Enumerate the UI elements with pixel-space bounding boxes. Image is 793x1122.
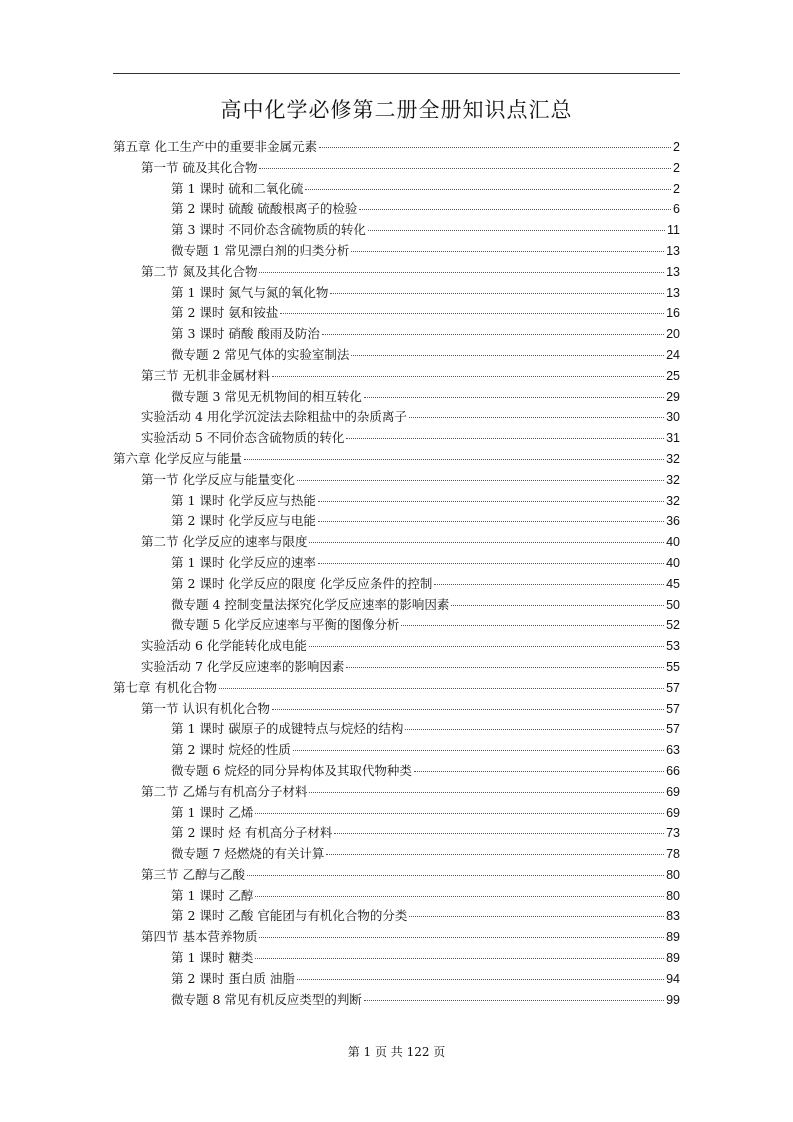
toc-entry-page: 69 bbox=[666, 805, 680, 820]
dot-leader bbox=[297, 967, 664, 980]
toc-entry-label: 微专题 6 烷烃的同分异构体及其取代物种类 bbox=[171, 762, 412, 778]
toc-entry[interactable] bbox=[113, 719, 680, 740]
toc-entry[interactable] bbox=[113, 740, 680, 761]
toc-entry[interactable] bbox=[113, 595, 680, 616]
toc-entry[interactable] bbox=[113, 407, 680, 428]
toc-entry-label: 第 2 课时 化学反应与电能 bbox=[171, 513, 316, 529]
dot-leader bbox=[259, 156, 671, 169]
toc-entry[interactable] bbox=[113, 449, 680, 470]
toc-entry-label: 第三节 无机非金属材料 bbox=[141, 367, 270, 383]
toc-entry-page: 2 bbox=[673, 160, 680, 175]
toc-entry[interactable] bbox=[113, 366, 680, 387]
document-title: 高中化学必修第二册全册知识点汇总 bbox=[220, 98, 573, 122]
toc-entry[interactable] bbox=[113, 948, 680, 969]
toc-entry-page: 53 bbox=[666, 639, 680, 654]
toc-entry-label: 微专题 7 烃燃烧的有关计算 bbox=[171, 846, 325, 862]
toc-entry-page: 55 bbox=[666, 659, 680, 674]
toc-entry-label: 第 2 课时 乙酸 官能团与有机化合物的分类 bbox=[171, 908, 408, 924]
dot-leader bbox=[451, 593, 664, 606]
toc-entry-label: 第 1 课时 化学反应与热能 bbox=[171, 492, 316, 508]
dot-leader bbox=[351, 343, 664, 356]
toc-entry-page: 57 bbox=[666, 680, 680, 695]
toc-entry-label: 第 2 课时 烃 有机高分子材料 bbox=[171, 825, 333, 841]
toc-entry[interactable] bbox=[113, 865, 680, 886]
toc-entry-page: 16 bbox=[666, 306, 680, 321]
toc-entry-page: 52 bbox=[666, 618, 680, 633]
toc-entry-page: 2 bbox=[673, 140, 680, 154]
toc-entry-label: 第 1 课时 乙烯 bbox=[171, 804, 254, 820]
page-footer: 第 1 页 共 122 页 bbox=[347, 1045, 446, 1059]
toc-entry-label: 第六章 化学反应与能量 bbox=[113, 450, 242, 466]
dot-leader bbox=[309, 530, 664, 543]
dot-leader bbox=[414, 759, 664, 772]
dot-leader bbox=[405, 717, 664, 730]
toc-entry-label: 第 1 课时 碳原子的成键特点与烷烃的结构 bbox=[171, 721, 404, 737]
toc-entry-page: 13 bbox=[666, 264, 680, 279]
toc-entry-label: 第七章 有机化合物 bbox=[113, 679, 217, 695]
dot-leader bbox=[401, 613, 664, 626]
dot-leader bbox=[330, 281, 664, 294]
toc-entry-page: 83 bbox=[666, 909, 680, 924]
dot-leader bbox=[255, 801, 664, 814]
toc-entry-page: 40 bbox=[666, 535, 680, 550]
dot-leader bbox=[346, 426, 664, 439]
dot-leader bbox=[359, 197, 671, 210]
toc-entry-label: 第二节 化学反应的速率与限度 bbox=[141, 534, 308, 550]
toc-entry-page: 66 bbox=[666, 763, 680, 778]
toc-entry-page: 6 bbox=[673, 202, 680, 217]
toc-entry-label: 第 2 课时 蛋白质 油脂 bbox=[171, 970, 295, 986]
toc-entry-label: 第四节 基本营养物质 bbox=[141, 929, 258, 945]
dot-leader bbox=[219, 676, 664, 689]
toc-entry[interactable] bbox=[113, 324, 680, 345]
toc-entry-label: 第二节 氮及其化合物 bbox=[141, 263, 258, 279]
toc-entry-page: 99 bbox=[666, 992, 680, 1007]
toc-entry-page: 32 bbox=[666, 493, 680, 508]
toc-entry-page: 31 bbox=[666, 431, 680, 446]
dot-leader bbox=[247, 863, 664, 876]
dot-leader bbox=[244, 447, 664, 460]
dot-leader bbox=[259, 925, 664, 938]
toc-entry-page: 25 bbox=[666, 368, 680, 383]
table-of-contents bbox=[113, 137, 680, 1010]
dot-leader bbox=[434, 572, 664, 585]
toc-entry-page: 29 bbox=[666, 389, 680, 404]
toc-entry[interactable] bbox=[113, 345, 680, 366]
toc-entry-page: 57 bbox=[666, 701, 680, 716]
toc-entry[interactable] bbox=[113, 470, 680, 491]
toc-entry-label: 第五章 化工生产中的重要非金属元素 bbox=[113, 139, 317, 154]
toc-entry[interactable] bbox=[113, 158, 680, 179]
dot-leader bbox=[409, 405, 664, 418]
toc-entry-page: 45 bbox=[666, 576, 680, 591]
toc-entry-label: 微专题 2 常见气体的实验室制法 bbox=[171, 346, 350, 362]
toc-entry-page: 32 bbox=[666, 451, 680, 466]
toc-entry-page: 89 bbox=[666, 930, 680, 945]
toc-entry-label: 第 3 课时 硝酸 酸雨及防治 bbox=[171, 326, 320, 342]
toc-entry[interactable] bbox=[113, 803, 680, 824]
toc-entry[interactable] bbox=[113, 657, 680, 678]
toc-entry-label: 第 3 课时 不同价态含硫物质的转化 bbox=[171, 222, 366, 238]
dot-leader bbox=[318, 489, 664, 502]
toc-entry-page: 11 bbox=[667, 223, 680, 238]
toc-entry-label: 第 2 课时 氨和铵盐 bbox=[171, 305, 279, 321]
toc-entry[interactable] bbox=[113, 927, 680, 948]
toc-entry-label: 第二节 乙烯与有机高分子材料 bbox=[141, 783, 308, 799]
toc-entry-label: 第 1 课时 化学反应的速率 bbox=[171, 554, 316, 570]
dot-leader bbox=[318, 509, 664, 522]
toc-entry-page: 13 bbox=[666, 243, 680, 258]
toc-entry-label: 第三节 乙醇与乙酸 bbox=[141, 866, 245, 882]
toc-entry-page: 63 bbox=[666, 743, 680, 758]
toc-entry-page: 80 bbox=[666, 867, 680, 882]
toc-entry[interactable] bbox=[113, 137, 680, 158]
dot-leader bbox=[305, 177, 671, 190]
toc-entry-label: 第 2 课时 化学反应的限度 化学反应条件的控制 bbox=[171, 575, 433, 591]
dot-leader bbox=[309, 780, 664, 793]
toc-entry-label: 实验活动 6 化学能转化成电能 bbox=[141, 638, 307, 654]
dot-leader bbox=[364, 385, 664, 398]
toc-entry[interactable] bbox=[113, 574, 680, 595]
toc-entry[interactable] bbox=[113, 220, 680, 241]
toc-entry-label: 微专题 4 控制变量法探究化学反应速率的影响因素 bbox=[171, 596, 450, 612]
toc-entry[interactable] bbox=[113, 428, 680, 449]
dot-leader bbox=[272, 364, 664, 377]
toc-entry-label: 第 1 课时 硫和二氧化硫 bbox=[171, 180, 304, 196]
toc-entry[interactable] bbox=[113, 823, 680, 844]
toc-entry[interactable] bbox=[113, 532, 680, 553]
dot-leader bbox=[364, 988, 664, 1001]
toc-entry-page: 24 bbox=[666, 347, 680, 362]
toc-entry-label: 第 2 课时 烷烃的性质 bbox=[171, 742, 291, 758]
toc-entry-page: 2 bbox=[673, 181, 680, 196]
toc-entry[interactable] bbox=[113, 283, 680, 304]
toc-entry[interactable] bbox=[113, 782, 680, 803]
header-rule bbox=[113, 73, 680, 74]
dot-leader bbox=[255, 946, 664, 959]
toc-entry-label: 微专题 3 常见无机物间的相互转化 bbox=[171, 388, 362, 404]
toc-entry-page: 32 bbox=[666, 472, 680, 487]
dot-leader bbox=[255, 884, 664, 897]
toc-entry[interactable] bbox=[113, 303, 680, 324]
dot-leader bbox=[272, 697, 664, 710]
dot-leader bbox=[293, 738, 664, 751]
toc-entry-label: 实验活动 4 用化学沉淀法去除粗盐中的杂质离子 bbox=[141, 409, 407, 425]
dot-leader bbox=[319, 135, 671, 148]
toc-entry[interactable] bbox=[113, 969, 680, 990]
toc-entry-page: 20 bbox=[666, 327, 680, 342]
toc-entry-label: 实验活动 5 不同价态含硫物质的转化 bbox=[141, 430, 345, 446]
toc-entry[interactable] bbox=[113, 844, 680, 865]
toc-entry-page: 13 bbox=[666, 285, 680, 300]
toc-entry-label: 第一节 硫及其化合物 bbox=[141, 159, 258, 175]
toc-entry[interactable] bbox=[113, 615, 680, 636]
dot-leader bbox=[309, 634, 664, 647]
toc-entry[interactable] bbox=[113, 678, 680, 699]
dot-leader bbox=[280, 301, 664, 314]
toc-entry-label: 第 1 课时 氮气与氮的氧化物 bbox=[171, 284, 329, 300]
toc-entry[interactable] bbox=[113, 511, 680, 532]
dot-leader bbox=[346, 655, 664, 668]
toc-entry-page: 36 bbox=[666, 514, 680, 529]
toc-entry-page: 94 bbox=[666, 971, 680, 986]
toc-entry[interactable] bbox=[113, 699, 680, 720]
toc-entry-page: 40 bbox=[666, 555, 680, 570]
toc-entry-label: 微专题 8 常见有机反应类型的判断 bbox=[171, 991, 362, 1007]
toc-entry[interactable] bbox=[113, 886, 680, 907]
toc-entry[interactable] bbox=[113, 761, 680, 782]
toc-entry-page: 57 bbox=[666, 722, 680, 737]
toc-entry-label: 第 1 课时 糖类 bbox=[171, 950, 254, 966]
toc-entry[interactable] bbox=[113, 906, 680, 927]
toc-entry-page: 50 bbox=[666, 597, 680, 612]
toc-entry[interactable] bbox=[113, 241, 680, 262]
toc-entry-page: 89 bbox=[666, 951, 680, 966]
dot-leader bbox=[334, 821, 664, 834]
toc-entry[interactable] bbox=[113, 636, 680, 657]
toc-entry[interactable] bbox=[113, 199, 680, 220]
toc-entry-page: 69 bbox=[666, 784, 680, 799]
toc-entry-label: 第一节 化学反应与能量变化 bbox=[141, 471, 295, 487]
toc-entry-label: 第 1 课时 乙醇 bbox=[171, 887, 254, 903]
toc-entry-page: 78 bbox=[666, 847, 680, 862]
toc-entry-label: 实验活动 7 化学反应速率的影响因素 bbox=[141, 658, 345, 674]
dot-leader bbox=[409, 904, 664, 917]
dot-leader bbox=[322, 322, 664, 335]
toc-entry[interactable] bbox=[113, 491, 680, 512]
toc-entry[interactable] bbox=[113, 179, 680, 200]
dot-leader bbox=[297, 468, 664, 481]
toc-entry-page: 80 bbox=[666, 888, 680, 903]
toc-entry-page: 30 bbox=[666, 410, 680, 425]
dot-leader bbox=[259, 260, 664, 273]
toc-entry-label: 第一节 认识有机化合物 bbox=[141, 700, 270, 716]
toc-entry-label: 微专题 1 常见漂白剂的归类分析 bbox=[171, 242, 350, 258]
toc-entry-label: 微专题 5 化学反应速率与平衡的图像分析 bbox=[171, 617, 400, 633]
toc-entry[interactable] bbox=[113, 387, 680, 408]
toc-entry-page: 73 bbox=[666, 826, 680, 841]
dot-leader bbox=[368, 218, 665, 231]
toc-entry[interactable] bbox=[113, 262, 680, 283]
dot-leader bbox=[351, 239, 664, 252]
dot-leader bbox=[326, 842, 664, 855]
dot-leader bbox=[318, 551, 664, 564]
toc-entry[interactable] bbox=[113, 553, 680, 574]
toc-entry-label: 第 2 课时 硫酸 硫酸根离子的检验 bbox=[171, 201, 358, 217]
toc-entry[interactable] bbox=[113, 990, 680, 1011]
